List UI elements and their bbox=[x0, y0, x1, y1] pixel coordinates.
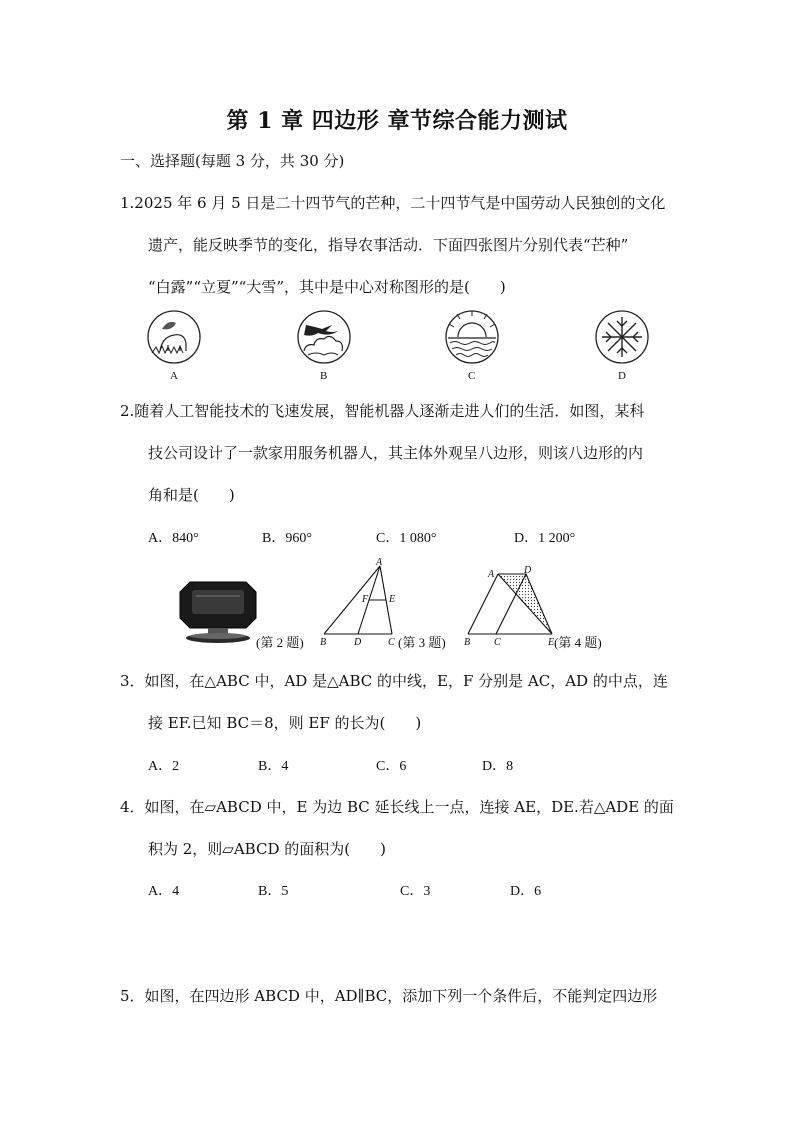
section-heading: 一、选择题(每题 3 分，共 30 分) bbox=[120, 152, 345, 170]
q4-option-d: D．6 bbox=[510, 884, 542, 899]
page-title: 第 1 章 四边形 章节综合能力测试 bbox=[226, 108, 568, 134]
q4-option-a: A．4 bbox=[148, 884, 180, 899]
q3-option-d: D．8 bbox=[482, 759, 514, 774]
q4-line-2: 积为 2，则▱ABCD 的面积为( ) bbox=[148, 840, 386, 858]
q2-option-b: B．960° bbox=[262, 531, 312, 546]
q1-label-c: C bbox=[468, 370, 476, 382]
option-b-image bbox=[298, 311, 350, 363]
q3-option-a: A．2 bbox=[148, 759, 180, 774]
q2-option-a: A．840° bbox=[148, 531, 199, 546]
q1-line-1: 1.2025 年 6 月 5 日是二十四节气的芒种，二十四节气是中国劳动人民独创的文化 bbox=[120, 194, 666, 212]
q3-line-2: 接 EF.已知 BC＝8，则 EF 的长为( ) bbox=[148, 714, 422, 732]
q4-option-b: B．5 bbox=[258, 884, 289, 899]
fig4-point-a: A bbox=[488, 569, 495, 580]
q1-label-b: B bbox=[320, 370, 328, 382]
q4-line-1: 4．如图，在▱ABCD 中，E 为边 BC 延长线上一点，连接 AE，DE.若△ADE 的面 bbox=[120, 798, 674, 816]
q1-line-3: “白露”“立夏”“大雪”，其中是中心对称图形的是( ) bbox=[148, 278, 506, 296]
fig4-point-c: C bbox=[494, 637, 501, 648]
fig3-point-d: D bbox=[354, 637, 362, 648]
fig3-caption: (第 3 题) bbox=[398, 635, 446, 650]
q4-option-c: C．3 bbox=[400, 884, 431, 899]
option-a-image bbox=[148, 311, 200, 363]
q3-option-b: B．4 bbox=[258, 759, 289, 774]
fig3-point-e: E bbox=[389, 594, 396, 605]
q5-line-1: 5．如图，在四边形 ABCD 中，AD∥BC，添加下列一个条件后，不能判定四边形 bbox=[120, 987, 658, 1005]
robot-figure bbox=[178, 576, 260, 646]
fig3-triangle bbox=[316, 556, 406, 648]
q3-line-1: 3．如图，在△ABC 中，AD 是△ABC 的中线，E，F 分别是 AC，AD 的中点，连 bbox=[120, 672, 668, 690]
q1-solar-term-images bbox=[140, 305, 660, 385]
fig4-point-d: D bbox=[524, 565, 532, 576]
fig4-point-b: B bbox=[464, 637, 471, 648]
q3-option-c: C．6 bbox=[376, 759, 407, 774]
option-c-image bbox=[446, 311, 498, 363]
fig4-caption: (第 4 题) bbox=[554, 635, 602, 650]
fig4-parallelogram bbox=[458, 560, 564, 648]
q2-line-3: 角和是( ) bbox=[148, 486, 235, 504]
q2-line-1: 2.随着人工智能技术的飞速发展，智能机器人逐渐走进人们的生活．如图，某科 bbox=[120, 402, 645, 420]
option-d-image bbox=[596, 311, 648, 363]
q2-option-c: C．1 080° bbox=[376, 531, 437, 546]
fig2-caption: (第 2 题) bbox=[256, 635, 304, 650]
q1-line-2: 遗产，能反映季节的变化，指导农事活动．下面四张图片分别代表“芒种” bbox=[148, 236, 629, 254]
fig4-point-e: E bbox=[548, 637, 555, 648]
fig3-point-a: A bbox=[376, 557, 383, 568]
fig3-point-f: F bbox=[362, 594, 369, 605]
q1-label-d: D bbox=[618, 370, 626, 382]
q1-label-a: A bbox=[170, 370, 178, 382]
q2-option-d: D．1 200° bbox=[514, 531, 576, 546]
q2-line-2: 技公司设计了一款家用服务机器人，其主体外观呈八边形，则该八边形的内 bbox=[148, 444, 644, 462]
fig3-point-c: C bbox=[388, 637, 395, 648]
fig3-point-b: B bbox=[320, 637, 327, 648]
